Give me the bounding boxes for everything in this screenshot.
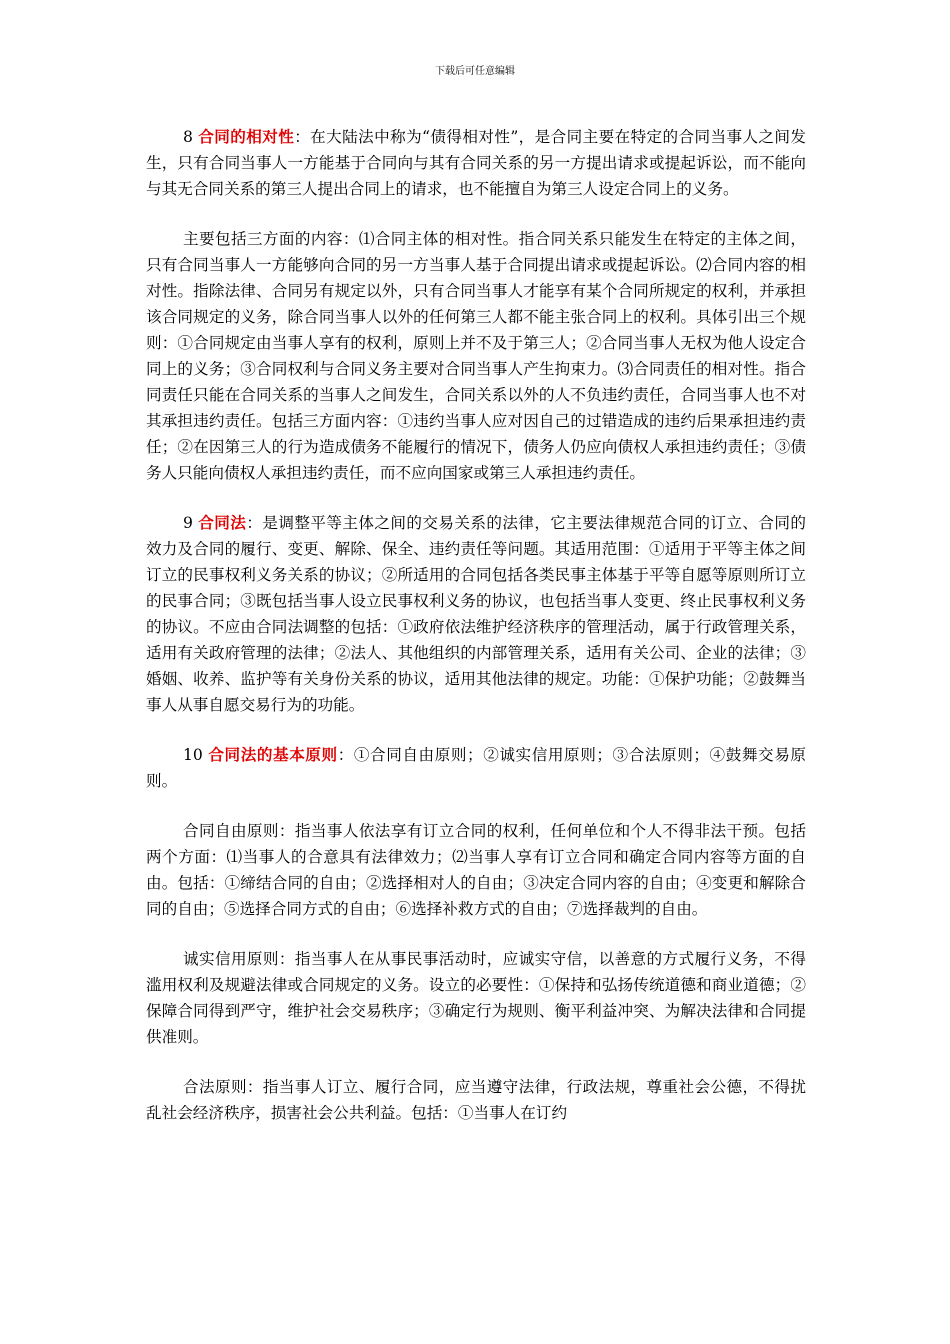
term-heading: 合同法的基本原则: [208, 746, 338, 764]
paragraph-text: 主要包括三方面的内容：⑴合同主体的相对性。指合同关系只能发生在特定的主体之间，只有合同当事人一方能够向合同的另一方当事人基于合同提出请求或提起诉讼。⑵合同内容的相对性。指除法律、合同另有规定以外，只有合同当事人才能享有某个合同所规定的权利，并承担该合同规定的义务，除合同当事人以外的任何第三人都不能主张合同上的权利。具体引出三个规则：①合同规定由当事人享有的权利，原则上并不及于第三人；②合同当事人无权为他人设定合同上的义务；③合同权利与合同义务主要对合同当事人产生拘束力。⑶合同责任的相对性。指合同责任只能在合同关系的当事人之间发生，合同关系以外的人不负违约责任，合同当事人也不对其承担违约责任。包括三方面内容：①违约当事人应对因自己的过错造成的违约后果承担违约责任；②在因第三人的行为造成债务不能履行的情况下，债务人仍应向债权人承担违约责任；③债务人只能向债权人承担违约责任，而不应向国家或第三人承担违约责任。: [146, 230, 806, 482]
paragraph-good-faith: [146, 946, 806, 1050]
paragraph-contract-law: [146, 510, 806, 718]
item-number: 8: [183, 128, 199, 146]
paragraph-text: ：①合同自由原则；②诚实信用原则；③合法原则；④鼓舞交易原则。: [146, 746, 806, 790]
item-number: 9: [183, 514, 199, 532]
paragraph-relativity-contents: [146, 226, 806, 486]
paragraph-freedom-of-contract: [146, 818, 806, 922]
paragraph-relativity-of-contract: [146, 124, 806, 202]
paragraph-text: 诚实信用原则：指当事人在从事民事活动时，应诚实守信，以善意的方式履行义务，不得滥用权利及规避法律或合同规定的义务。设立的必要性：①保持和弘扬传统道德和商业道德；②保障合同得到严守，维护社会交易秩序；③确定行为规则、衡平利益冲突、为解决法律和合同提供准则。: [146, 950, 806, 1046]
term-heading: 合同法: [198, 514, 247, 532]
paragraph-legality: [146, 1074, 806, 1126]
term-heading: 合同的相对性: [198, 128, 295, 146]
document-body: [146, 124, 806, 1150]
item-number: 10: [183, 746, 209, 764]
paragraph-text: 合法原则：指当事人订立、履行合同，应当遵守法律，行政法规，尊重社会公德，不得扰乱社会经济秩序，损害社会公共利益。包括：①当事人在订约: [146, 1078, 806, 1122]
paragraph-text: ：是调整平等主体之间的交易关系的法律，它主要法律规范合同的订立、合同的效力及合同的履行、变更、解除、保全、违约责任等问题。其适用范围：①适用于平等主体之间订立的民事权利义务关系的协议；②所适用的合同包括各类民事主体基于平等自愿等原则所订立的民事合同；③既包括当事人设立民事权利义务的协议，也包括当事人变更、终止民事权利义务的协议。不应由合同法调整的包括：①政府依法维护经济秩序的管理活动，属于行政管理关系，适用有关政府管理的法律；②法人、其他组织的内部管理关系，适用有关公司、企业的法律；③婚姻、收养、监护等有关身份关系的协议，适用其他法律的规定。功能：①保护功能；②鼓舞当事人从事自愿交易行为的功能。: [146, 514, 806, 714]
paragraph-text: 合同自由原则：指当事人依法享有订立合同的权利，任何单位和个人不得非法干预。包括两个方面：⑴当事人的合意具有法律效力；⑵当事人享有订立合同和确定合同内容等方面的自由。包括：①缔结合同的自由；②选择相对人的自由；③决定合同内容的自由；④变更和解除合同的自由；⑤选择合同方式的自由；⑥选择补救方式的自由；⑦选择裁判的自由。: [146, 822, 806, 918]
paragraph-basic-principles: [146, 742, 806, 794]
paragraph-text: ：在大陆法中称为“债得相对性”，是合同主要在特定的合同当事人之间发生，只有合同当事人一方能基于合同向与其有合同关系的另一方提出请求或提起诉讼，而不能向与其无合同关系的第三人提出合同上的请求，也不能擅自为第三人设定合同上的义务。: [146, 128, 806, 198]
page-header: 下载后可任意编辑: [435, 66, 515, 77]
